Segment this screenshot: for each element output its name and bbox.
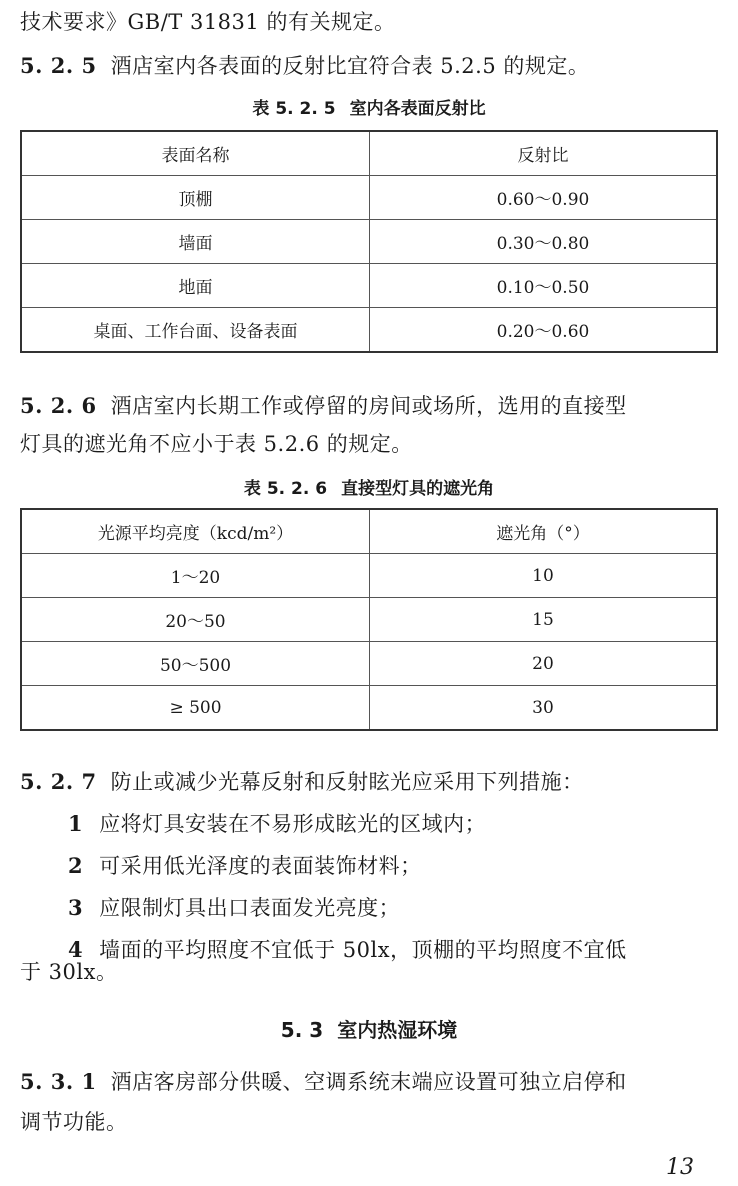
cell: 30 <box>370 686 718 731</box>
table-caption <box>0 474 738 499</box>
cell: 20～50 <box>21 598 370 642</box>
table-header-row <box>21 509 717 554</box>
clause-5-3-1 <box>20 1066 627 1096</box>
table-row <box>21 686 717 731</box>
cell: 0.20～0.60 <box>370 308 718 353</box>
table-title: 直接型灯具的遮光角 <box>341 479 495 499</box>
clause-number: 5. 2. 6 <box>20 393 97 418</box>
table-row <box>21 554 717 598</box>
clause-number: 5. 2. 5 <box>20 53 97 78</box>
table-row <box>21 264 717 308</box>
item-text: 墙面的平均照度不宜低于 50lx，顶棚的平均照度不宜低 <box>99 938 627 962</box>
section-heading <box>0 1014 738 1043</box>
cell: 20 <box>370 642 718 686</box>
section-title: 室内热湿环境 <box>337 1018 458 1042</box>
cell: 墙面 <box>21 220 370 264</box>
header-cell: 表面名称 <box>21 131 370 176</box>
clause-5-2-7 <box>20 766 584 796</box>
item-number: 3 <box>68 895 84 920</box>
clause-text: 防止或减少光幕反射和反射眩光应采用下列措施： <box>110 770 584 794</box>
page-number: 13 <box>666 1155 694 1180</box>
list-item <box>68 892 400 922</box>
header-cell: 遮光角（°） <box>370 509 718 554</box>
reflectance-table <box>20 130 718 353</box>
clause-text: 酒店室内各表面的反射比宜符合表 5.2.5 的规定。 <box>110 54 590 78</box>
item-number: 4 <box>68 937 84 962</box>
cell: 50～500 <box>21 642 370 686</box>
table-row <box>21 642 717 686</box>
cell: 0.60～0.90 <box>370 176 718 220</box>
clause-text-cont: 调节功能。 <box>20 1110 128 1134</box>
table-row <box>21 598 717 642</box>
table-title: 室内各表面反射比 <box>349 99 486 119</box>
list-item <box>68 850 422 880</box>
cell: ≥ 500 <box>21 686 370 731</box>
cell: 桌面、工作台面、设备表面 <box>21 308 370 353</box>
item-number: 1 <box>68 811 84 836</box>
cell: 15 <box>370 598 718 642</box>
intro-line: 技术要求》GB/T 31831 的有关规定。 <box>20 10 396 34</box>
item-number: 2 <box>68 853 84 878</box>
clause-text-cont: 灯具的遮光角不应小于表 5.2.6 的规定。 <box>20 432 413 456</box>
clause-text: 酒店室内长期工作或停留的房间或场所，选用的直接型 <box>110 394 627 418</box>
list-item-cont: 于 30lx。 <box>20 960 118 984</box>
table-number: 表 5. 2. 6 <box>243 479 328 499</box>
clause-5-2-6 <box>20 390 627 420</box>
cell: 地面 <box>21 264 370 308</box>
cell: 0.30～0.80 <box>370 220 718 264</box>
cell: 10 <box>370 554 718 598</box>
list-item <box>68 934 627 964</box>
table-number: 表 5. 2. 5 <box>252 99 336 119</box>
table-row <box>21 176 717 220</box>
shielding-angle-table <box>20 508 718 731</box>
table-row <box>21 308 717 353</box>
clause-number: 5. 2. 7 <box>20 769 97 794</box>
table-caption <box>0 94 738 119</box>
cell: 1～20 <box>21 554 370 598</box>
item-text: 应限制灯具出口表面发光亮度； <box>99 896 401 920</box>
item-text: 可采用低光泽度的表面装饰材料； <box>99 854 422 878</box>
section-number: 5. 3 <box>280 1018 324 1042</box>
list-item <box>68 808 486 838</box>
table-row <box>21 220 717 264</box>
clause-text: 酒店客房部分供暖、空调系统末端应设置可独立启停和 <box>110 1070 627 1094</box>
cell: 0.10～0.50 <box>370 264 718 308</box>
clause-5-2-5 <box>20 50 589 80</box>
item-text: 应将灯具安装在不易形成眩光的区域内； <box>99 812 487 836</box>
cell: 顶棚 <box>21 176 370 220</box>
header-cell: 光源平均亮度（kcd/m²） <box>21 509 370 554</box>
clause-number: 5. 3. 1 <box>20 1069 97 1094</box>
header-cell: 反射比 <box>370 131 718 176</box>
table-header-row <box>21 131 717 176</box>
